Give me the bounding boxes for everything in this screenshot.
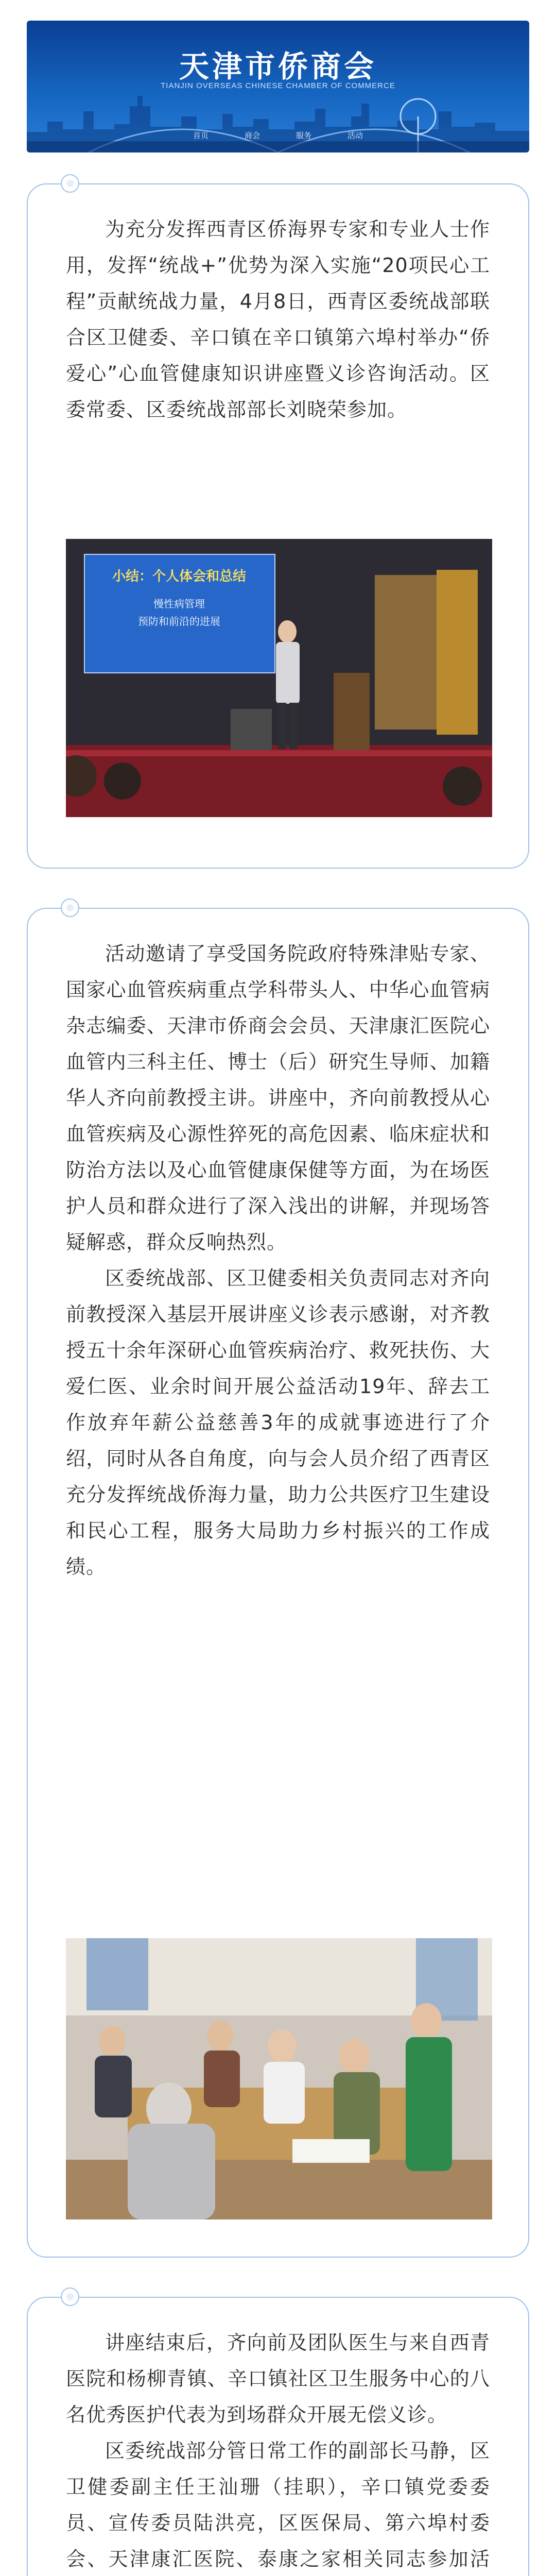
card-3-text: [66, 2325, 490, 2576]
header-banner: [27, 21, 529, 152]
paragraph: 区委统战部、区卫健委相关负责同志对齐向前教授深入基层开展讲座义诊表示感谢，对齐教授五十余年深研心血管疾病治疗、救死扶伤、大爱仁医、业余时间开展公益活动19年、辞去工作放弃年薪公益慈善3年的成就事迹进行了介绍，同时从各自角度，向与会人员介绍了西青区充分发挥统战侨海力量，助力公共医疗卫生建设和民心工程，服务大局助力乡村振兴的工作成绩。: [66, 1267, 490, 1578]
card-decor-dot: [61, 174, 79, 193]
nav-item-events[interactable]: 活动: [348, 131, 363, 140]
slide-title: 小结：个人体会和总结: [112, 569, 246, 584]
paragraph: 活动邀请了享受国务院政府特殊津贴专家、国家心血管疾病重点学科带头人、中华心血管病杂志编委、天津市侨商会会员、天津康汇医院心血管内三科主任、博士（后）研究生导师、加籍华人齐向前教授主讲。讲座中，齐向前教授从心血管疾病及心源性猝死的高危因素、临床症状和防治方法以及心血管健康保健等方面，为在场医护人员和群众进行了深入浅出的讲解，并现场答疑解惑，群众反响热烈。: [66, 942, 490, 1253]
card-2-text: [66, 936, 490, 1585]
article-card-3: [27, 2297, 529, 2576]
clinic-photo: [66, 1938, 492, 2219]
banner-nav: [27, 130, 529, 141]
paragraph: 为充分发挥西青区侨海界专家和专业人士作用，发挥“统战+”优势为深入实施“20项民心工程”贡献统战力量，4月8日，西青区委统战部联合区卫健委、辛口镇在辛口镇第六埠村举办“侨爱心”心血管健康知识讲座暨义诊咨询活动。区委常委、区委统战部部长刘晓荣参加。: [66, 218, 490, 421]
lecture-photo: [66, 539, 492, 817]
article-card-1: [27, 183, 529, 869]
card-decor-dot: [61, 899, 79, 917]
slide-line-2: 预防和前沿的进展: [138, 615, 220, 628]
nav-item-home[interactable]: 首页: [193, 131, 208, 140]
banner-subtitle: TIANJIN OVERSEAS CHINESE CHAMBER OF COMMERCE: [161, 81, 395, 90]
card-decor-dot: [61, 2287, 79, 2306]
slide-line-1: 慢性病管理: [153, 598, 205, 610]
nav-item-chamber[interactable]: 商会: [244, 131, 260, 140]
clinic-photo-illustration: [66, 1938, 492, 2219]
banner-title: 天津市侨商会: [179, 49, 377, 84]
card-1-text: [66, 211, 490, 428]
paragraph: 区委统战部分管日常工作的副部长马静，区卫健委副主任王汕珊（挂职），辛口镇党委委员、宣传委员陆洪亮，区医保局、第六埠村委会、天津康汇医院、泰康之家相关同志参加活: [66, 2439, 490, 2570]
article-card-2: [27, 908, 529, 2258]
nav-item-service[interactable]: 服务: [296, 131, 312, 140]
paragraph: 讲座结束后，齐向前及团队医生与来自西青医院和杨柳青镇、辛口镇社区卫生服务中心的八名优秀医护代表为到场群众开展无偿义诊。: [66, 2331, 490, 2426]
